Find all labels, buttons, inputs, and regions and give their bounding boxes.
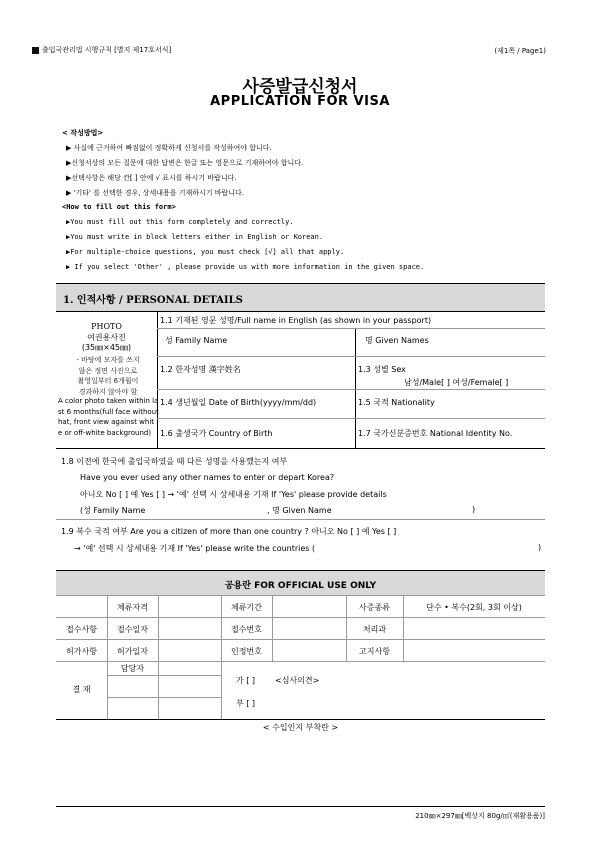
official-opinion-label: <심사의견> [275,676,320,685]
square-bullet-icon [32,47,39,54]
photo-line: 않은 정면 사진으로 [78,366,138,375]
official-receipt-label: 접수사항 [66,625,97,634]
other-names-checkboxes[interactable]: 아니오 No [ ] 예 Yes [ ] → '예' 선택 시 상세내용 기재 If 'Yes' please provide details [80,490,387,499]
given-names-field[interactable]: 명 Given Names [365,336,429,345]
official-notice-label: 고지사항 [359,647,390,656]
other-given-name-field[interactable]: , 명 Given Name [267,506,332,515]
page-indicator: (제1쪽 / Page1) [494,47,546,55]
photo-line: 여권용사진 [87,332,126,342]
photo-instructions-en [58,396,158,438]
photo-title: PHOTO [91,322,122,331]
official-officer-label: 담당자 [120,664,145,673]
photo-line: 촬영일부터 6개월이 [77,377,139,385]
field-1-8-title: 1.8 이전에 한국에 출입국하였을 때 다른 성명을 사용했는지 여부 [61,457,288,466]
official-approve-checkbox[interactable]: 가 [ ] [236,676,256,685]
instruction-en-item: ▶You must write in block letters either in English or Korean. [66,233,324,241]
photo-box [56,322,157,354]
birth-date-field[interactable]: 1.4 생년월일 Date of Birth(yyyy/mm/dd) [160,398,317,407]
instruction-en-item: ▶For multiple-choice questions, you must check [√] all that apply. [66,248,345,256]
official-permit-date-label: 허가일자 [117,647,148,656]
title-korean: 사증발급신청서 [242,77,358,97]
photo-instructions [58,355,158,397]
official-department-label: 처리과 [362,625,387,634]
instruction-ko-item: ▶선택사항은 해당 칸[ ] 안에 √ 표시를 하시기 바랍니다. [66,174,237,182]
family-name-field[interactable]: 성 Family Name [165,336,228,345]
photo-line: - 바탕에 모자를 쓰지 [76,356,140,364]
instruction-ko-item: ▶ 사실에 근거하여 빠짐없이 정확하게 신청서를 작성하여야 합니다. [66,144,272,152]
photo-line: hat, front view against whit [58,418,155,426]
official-reject-checkbox[interactable]: 부 [ ] [236,699,256,708]
official-title: 공용란 FOR OFFICIAL USE ONLY [224,581,377,591]
sex-checkboxes[interactable]: 남성/Male[ ] 여성/Female[ ] [404,378,509,387]
instructions-ko-heading: < 작성방법> [62,129,104,137]
photo-line: (35㎜×45㎜) [81,343,132,352]
personal-section-title: 1. 인적사항 / PERSONAL DETAILS [63,295,243,306]
photo-line: e or off-white background) [58,428,152,437]
title-english: APPLICATION FOR VISA [210,94,390,109]
paper-spec-footer: 210㎜×297㎜[백상지 80g/㎡(재활용품)] [415,812,545,820]
official-approval-no-label: 인정번호 [231,647,262,656]
photo-line: A color photo taken within la [58,397,159,405]
official-receipt-no-label: 접수번호 [231,625,262,634]
sex-label: 1.3 성별 Sex [358,365,406,374]
instruction-en-item: ▶ If you select 'Other' , please provide us with more information in the given space. [66,263,425,271]
regulation-header: 출입국관리법 시행규칙 [별지 제17호서식] [32,45,171,55]
instruction-en-item: ▶You must fill out this form completely and correctly. [66,218,294,226]
birth-country-field[interactable]: 1.6 출생국가 Country of Birth [160,429,273,438]
official-stay-status-label: 체류자격 [117,603,148,612]
national-id-field[interactable]: 1.7 국가신분증번호 National Identity No. [358,429,513,438]
official-entry-type-label: 단수 • 복수(2회, 3회 이상) [426,603,522,612]
official-receipt-date-label: 접수일자 [117,625,148,634]
field-1-8-question: Have you ever used any other names to enter or depart Korea? [80,473,335,482]
nationality-field[interactable]: 1.5 국적 Nationality [358,398,435,407]
official-approval-label: 결 재 [72,685,91,694]
instruction-ko-item: ▶신청서상의 모든 질문에 대한 답변은 한글 또는 영문으로 기재하여야 합니다. [66,159,304,167]
photo-line: st 6 months(full face without [58,407,159,416]
official-permit-label: 허가사항 [66,647,97,656]
revenue-stamp-area: < 수입인지 부착란 > [262,723,339,732]
multiple-citizenship-question[interactable]: 1.9 복수 국적 여부 Are you a citizen of more than one country ? 아니오 No [ ] 예 Yes [ ] [61,527,397,536]
instructions-en-heading: <How to fill out this form> [62,203,176,211]
paren-close: ) [472,505,476,514]
chinese-name-field[interactable]: 1.2 한자성명 漢字姓名 [160,365,241,374]
photo-line: 경과하지 않아야 함 [78,387,138,396]
official-stay-period-label: 체류기간 [231,603,262,612]
citizenship-countries-field[interactable]: → '예' 선택 시 상세내용 기재 If 'Yes' please write the countries ( [74,544,316,553]
official-visa-type-label: 사증종류 [359,603,390,612]
paren-close: ) [538,543,542,552]
field-1-1-label: 1.1 기재된 영문 성명/Full name in English (as shown in your passport) [160,316,432,325]
instruction-ko-item: ▶ '기타' 를 선택한 경우, 상세내용을 기재하시기 바랍니다. [66,189,245,197]
other-family-name-field[interactable]: (성 Family Name [80,506,146,515]
